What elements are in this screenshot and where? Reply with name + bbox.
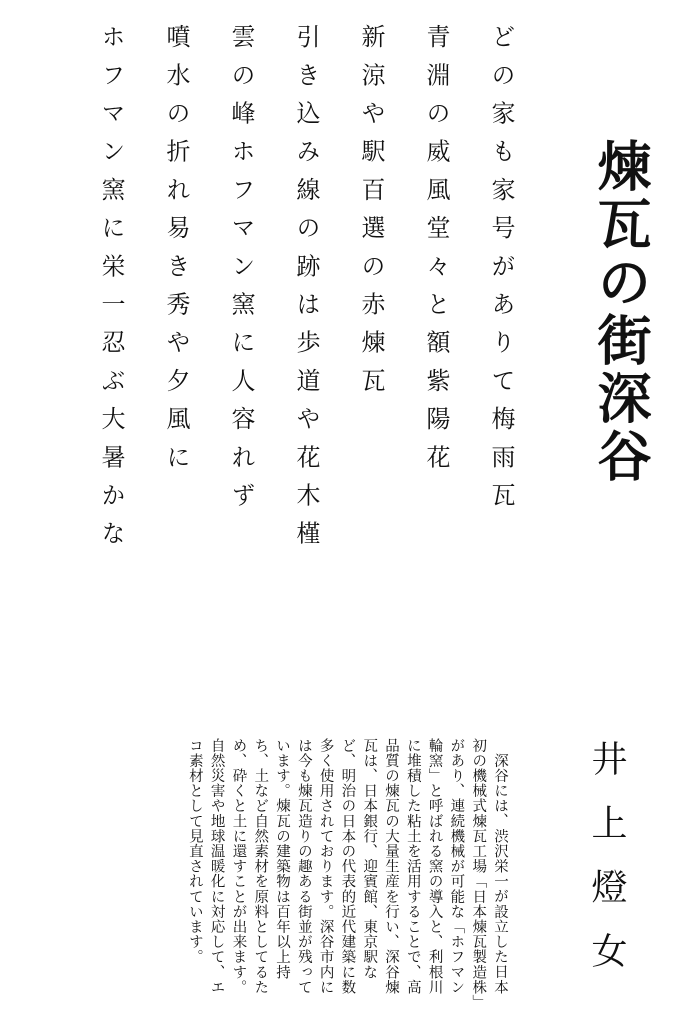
haiku-line: 新涼や駅百選の赤煉瓦 (357, 24, 385, 406)
haiku-line: ホフマン窯に栄一忍ぶ大暑かな (97, 24, 125, 559)
haiku-line: 噴水の折れ易き秀や夕風に (162, 24, 190, 483)
essay-paragraph: 深谷には、渋沢栄一が設立した日本初の機械式煉瓦工場「日本煉瓦製造株」があり、連続機械が可能な「ホフマン輪窯」と呼ばれる窯の導入と、利根川に堆積した粘土を活用することで、高品質の煉瓦の大量生産を行い、深谷煉瓦は、日本銀行、迎賓館、東京駅など、明治の日本の代表的近代建築に数多く使用されております。深谷市内には今も煉瓦造りの趣ある街並が残っています。煉瓦の建築物は百年以上持ち、土など自然素材を原料としてるため、砕くと土に還すことが出来ます。自然災害や地球温暖化に対応して、エコ素材として見直されています。 (186, 738, 508, 1003)
haiku-line: 引き込み線の跡は歩道や花木槿 (292, 24, 320, 559)
haiku-line: 雲の峰ホフマン窯に人容れず (227, 24, 255, 521)
haiku-line: 青淵の威風堂々と額紫陽花 (422, 24, 450, 483)
haiku-line: どの家も家号がありて梅雨瓦 (487, 24, 515, 521)
poem-title: 煉瓦の街深谷 (589, 138, 653, 486)
haiku-list (87, 24, 525, 559)
author-name: 井上燈女 (586, 740, 627, 996)
